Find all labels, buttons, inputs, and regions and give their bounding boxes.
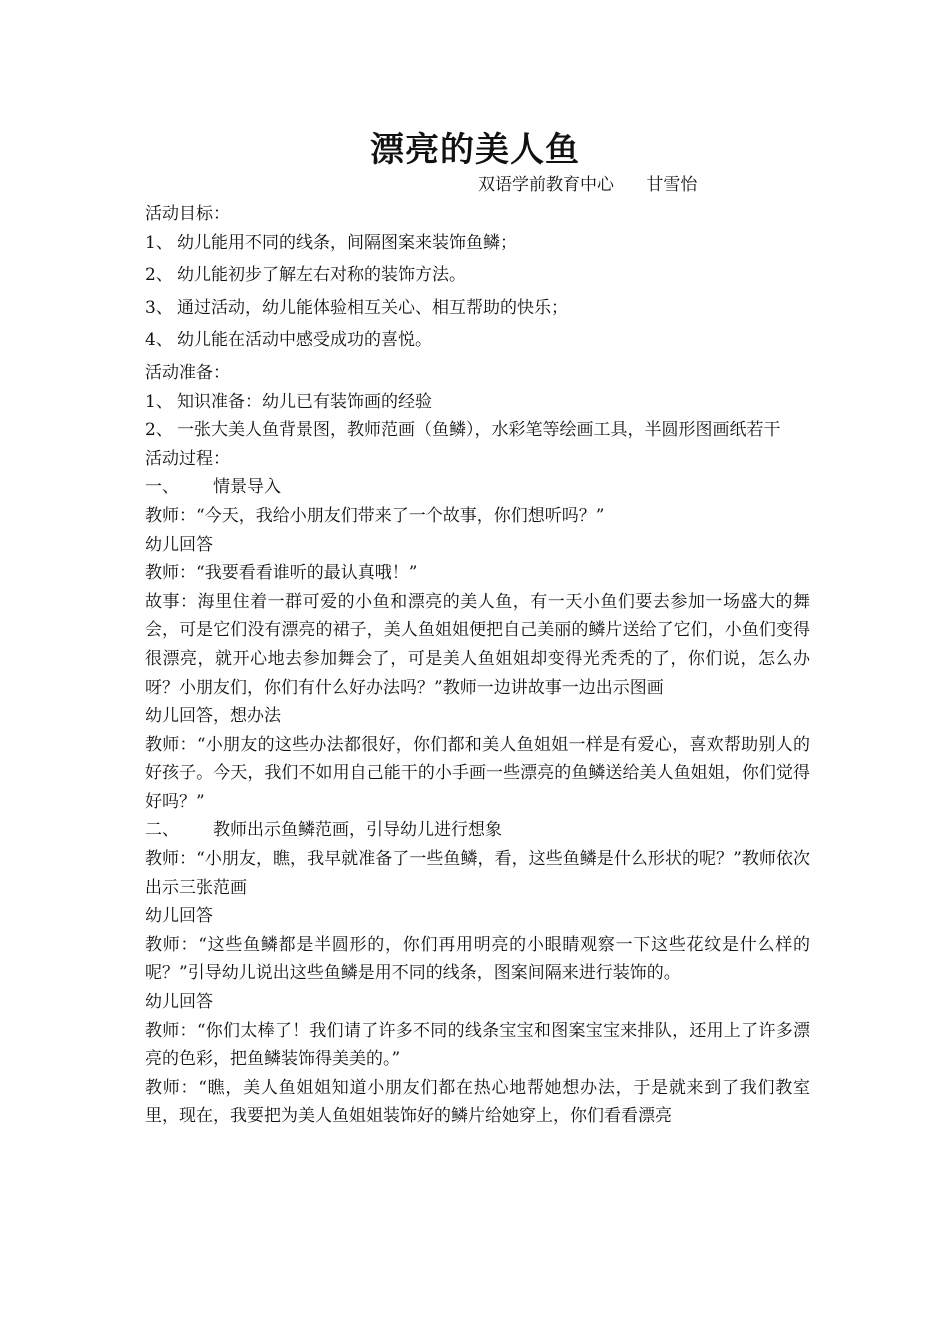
document-title: 漂亮的美人鱼 (370, 130, 580, 170)
prep-number: 2、 (145, 420, 173, 441)
paragraph: 幼儿回答，想办法 (145, 706, 281, 727)
goal-text: 通过活动，幼儿能体验相互关心、相互帮助的快乐； (177, 297, 568, 318)
paragraph: 幼儿回答 (145, 906, 213, 927)
section-title: 情景导入 (213, 477, 281, 498)
paragraph: 幼儿回答 (145, 992, 213, 1013)
paragraph: 故事：海里住着一群可爱的小鱼和漂亮的美人鱼，有一天小鱼们要去参加一场盛大的舞会，可是它们没有漂亮的裙子，美人鱼姐姐便把自己美丽的鳞片送给了它们，小鱼们变得很漂亮，就开心地去参加舞会了，可是美人鱼姐姐却变得光秃秃的了，你们说，怎么办呀？小朋友们，你们有什么好办法吗？”教师一边讲故事一边出示图画 (145, 591, 810, 698)
goal-text: 幼儿能用不同的线条，间隔图案来装饰鱼鳞； (177, 232, 517, 253)
paragraph: 教师：“今天，我给小朋友们带来了一个故事，你们想听吗？” (145, 505, 605, 526)
prep-item (145, 416, 810, 445)
goal-number: 4、 (145, 330, 173, 351)
paragraph: 教师：“小朋友的这些办法都很好，你们都和美人鱼姐姐一样是有爱心，喜欢帮助别人的好孩子。今天，我们不如用自己能干的小手画一些漂亮的鱼鳞送给美人鱼姐姐，你们觉得好吗？” (145, 734, 810, 812)
section-number: 一、 (145, 477, 179, 498)
goal-number: 2、 (145, 265, 173, 286)
document-body (145, 200, 810, 1131)
paragraph: 教师：“你们太棒了！我们请了许多不同的线条宝宝和图案宝宝来排队，还用上了许多漂亮的色彩，把鱼鳞装饰得美美的。” (145, 1020, 810, 1070)
prep-number: 1、 (145, 391, 173, 412)
goal-item (145, 294, 810, 323)
prep-item (145, 388, 810, 417)
paragraph: 教师：“小朋友，瞧，我早就准备了一些鱼鳞，看，这些鱼鳞是什么形状的呢？”教师依次出示三张范画 (145, 849, 810, 898)
goal-text: 幼儿能在活动中感受成功的喜悦。 (177, 330, 432, 351)
paragraph: 教师：“我要看看谁听的最认真哦！” (145, 563, 418, 584)
process-heading: 活动过程： (145, 448, 230, 469)
prep-text: 一张大美人鱼背景图，教师范画（鱼鳞），水彩笔等绘画工具，半圆形图画纸若干 (177, 420, 781, 441)
paragraph: 幼儿回答 (145, 534, 213, 555)
section-title: 教师出示鱼鳞范画，引导幼儿进行想象 (213, 820, 502, 841)
section-heading (145, 473, 810, 502)
goal-number: 3、 (145, 297, 173, 318)
section-number: 二、 (145, 820, 179, 841)
goal-item (145, 326, 810, 355)
section-heading (145, 816, 810, 845)
prep-text: 知识准备：幼儿已有装饰画的经验 (177, 391, 432, 412)
paragraph: 教师：“瞧，美人鱼姐姐知道小朋友们都在热心地帮她想办法，于是就来到了我们教室里，现在，我要把为美人鱼姐姐装饰好的鳞片给她穿上，你们看看漂亮 (145, 1077, 810, 1127)
goal-number: 1、 (145, 232, 173, 253)
goals-heading: 活动目标： (145, 204, 230, 224)
goal-text: 幼儿能初步了解左右对称的装饰方法。 (177, 265, 466, 286)
author-line: 双语学前教育中心 甘雪怡 (478, 175, 698, 195)
goal-item (145, 261, 810, 290)
goal-item (145, 229, 810, 258)
paragraph: 教师：“这些鱼鳞都是半圆形的，你们再用明亮的小眼睛观察一下这些花纹是什么样的呢？”引导幼儿说出这些鱼鳞是用不同的线条，图案间隔来进行装饰的。 (145, 934, 810, 984)
prep-heading: 活动准备： (145, 362, 230, 383)
